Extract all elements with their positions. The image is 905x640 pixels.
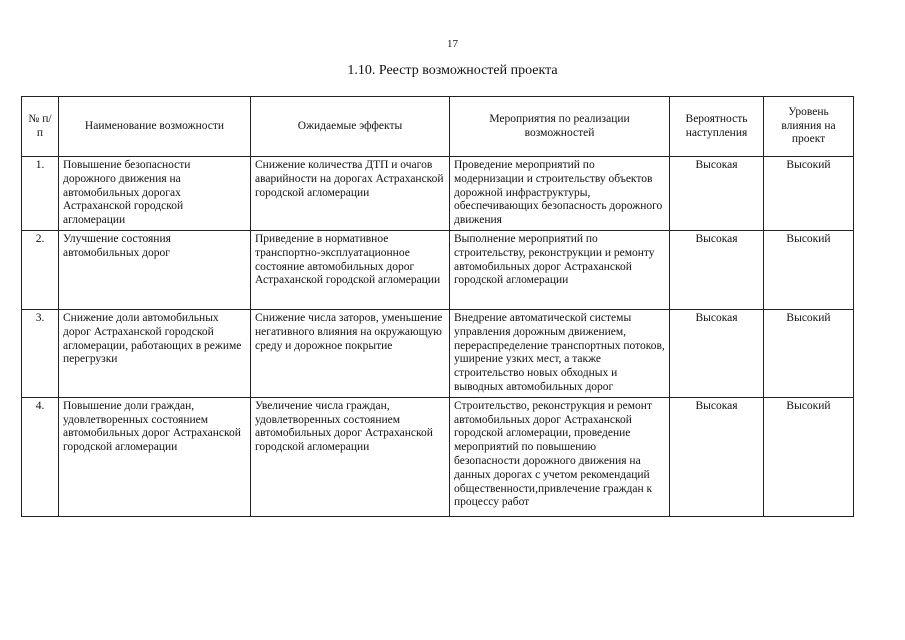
cell-impact: Высокий: [764, 230, 854, 309]
opportunities-registry-table: [21, 96, 854, 517]
section-title: 1.10. Реестр возможностей проекта: [347, 63, 558, 78]
cell-num: 2.: [22, 230, 59, 309]
cell-measures: Выполнение мероприятий по строительству, реконструкции и ремонту автомобильных дорог Астраханской городской агломерации: [450, 230, 670, 309]
header-impact: Уровень влияния на проект: [764, 97, 854, 157]
header-num: № п/п: [22, 97, 59, 157]
table-row: [22, 230, 854, 309]
table-header: [22, 97, 854, 157]
cell-name: Повышение доли граждан, удовлетворенных состоянием автомобильных дорог Астраханской городской агломерации: [59, 397, 251, 516]
table-row: [22, 157, 854, 231]
cell-name: Снижение доли автомобильных дорог Астраханской городской агломерации, работающих в режиме перегрузки: [59, 309, 251, 397]
cell-impact: Высокий: [764, 397, 854, 516]
cell-probability: Высокая: [670, 157, 764, 231]
cell-impact: Высокий: [764, 157, 854, 231]
table-body: [22, 157, 854, 517]
cell-name: Улучшение состояния автомобильных дорог: [59, 230, 251, 309]
cell-measures: Проведение мероприятий по модернизации и строительству объектов дорожной инфраструктуры, обеспечивающих безопасность дорожного движения: [450, 157, 670, 231]
cell-measures: Внедрение автоматической системы управления дорожным движением, перераспределение транспортных потоков, уширение узких мест, а также строительство новых обходных и выводных автомобильных дорог: [450, 309, 670, 397]
header-measures: Мероприятия по реализации возможностей: [450, 97, 670, 157]
cell-num: 3.: [22, 309, 59, 397]
header-probability: Вероятность наступления: [670, 97, 764, 157]
cell-measures: Строительство, реконструкция и ремонт автомобильных дорог Астраханской городской агломерации, проведение мероприятий по повышению безопасности дорожного движения на данных дорогах с учетом рекомендаций общественности,привлечение граждан к процессу работ: [450, 397, 670, 516]
table-row: [22, 309, 854, 397]
cell-probability: Высокая: [670, 397, 764, 516]
cell-effects: Снижение числа заторов, уменьшение негативного влияния на окружающую среду и дорожное покрытие: [251, 309, 450, 397]
cell-name: Повышение безопасности дорожного движения на автомобильных дорогах Астраханской городской агломерации: [59, 157, 251, 231]
cell-num: 4.: [22, 397, 59, 516]
cell-effects: Снижение количества ДТП и очагов аварийности на дорогах Астраханской городской агломерации: [251, 157, 450, 231]
header-name: Наименование возможности: [59, 97, 251, 157]
page-number: 17: [447, 38, 458, 50]
cell-effects: Приведение в нормативное транспортно-эксплуатационное состояние автомобильных дорог Астраханской городской агломерации: [251, 230, 450, 309]
table-row: [22, 397, 854, 516]
cell-num: 1.: [22, 157, 59, 231]
header-effects: Ожидаемые эффекты: [251, 97, 450, 157]
cell-effects: Увеличение числа граждан, удовлетворенных состоянием автомобильных дорог Астраханской городской агломерации: [251, 397, 450, 516]
cell-impact: Высокий: [764, 309, 854, 397]
cell-probability: Высокая: [670, 309, 764, 397]
header-row: [22, 97, 854, 157]
cell-probability: Высокая: [670, 230, 764, 309]
